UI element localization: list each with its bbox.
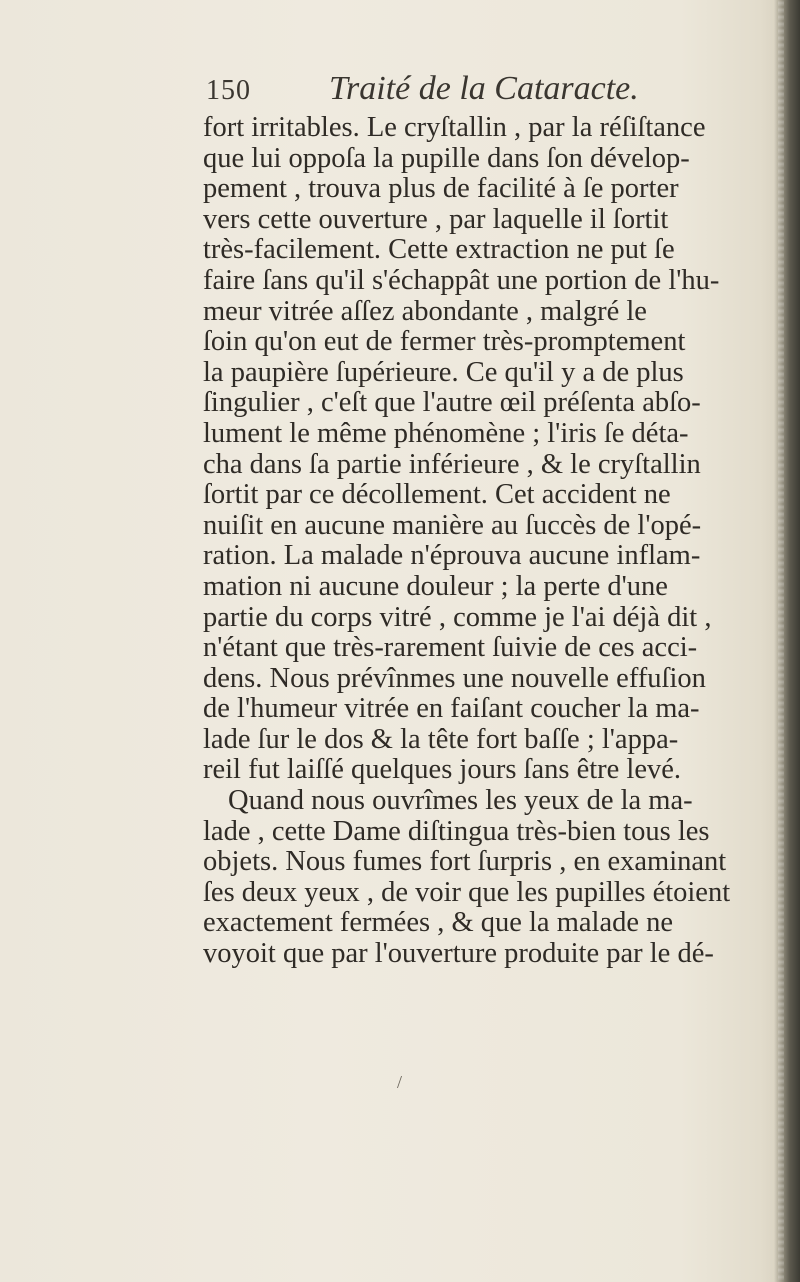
running-title: Traité de la Cataracte. [329,70,639,107]
text-line: nuiſit en aucune manière au ſuccès de l'opé- [203,509,702,541]
text-line: que lui oppoſa la pupille dans ſon dévelop- [203,142,690,174]
text-line: partie du corps vitré , comme je l'ai déjà dit , [203,601,712,633]
text-line: pement , trouva plus de facilité à ſe porter [203,173,679,205]
text-line: meur vitrée aſſez abondante , malgré le [203,295,647,327]
text-line: lument le même phénomène ; l'iris ſe déta- [203,417,689,449]
text-line: la paupière ſupérieure. Ce qu'il y a de plus [203,356,684,388]
page-number: 150 [206,75,251,106]
stray-mark: / [397,1072,403,1092]
text-line: dens. Nous prévînmes une nouvelle effuſion [203,662,706,694]
page-edge-shadow [774,0,800,1282]
text-line: très-facilement. Cette extraction ne put ſe [203,234,675,266]
text-line: n'étant que très-rarement ſuivie de ces acci- [203,632,698,664]
text-line: objets. Nous fumes fort ſurpris , en examinant [203,846,727,878]
text-line: ſortit par ce décollement. Cet accident ne [203,479,671,511]
text-line: vers cette ouverture , par laquelle il ſortit [203,203,669,235]
text-line: mation ni aucune douleur ; la perte d'une [203,570,668,602]
page-header [206,70,726,114]
text-line: lade ſur le dos & la tête fort baſſe ; l'appa- [203,723,679,755]
text-line: fort irritables. Le cryſtallin , par la réſiſtance [203,112,706,143]
text-line: lade , cette Dame diſtingua très-bien tous les [203,815,710,847]
text-line: ration. La malade n'éprouva aucune inflam- [203,540,701,572]
text-line: exactement fermées , & que la malade ne [203,907,674,939]
text-line: cha dans ſa partie inférieure , & le cryſtallin [203,448,701,480]
text-line: reil fut laiſſé quelques jours ſans être levé. [203,754,682,786]
text-line: Quand nous ouvrîmes les yeux de la ma- [228,785,693,817]
text-line: de l'humeur vitrée en faiſant coucher la ma- [203,693,700,725]
text-line: faire ſans qu'il s'échappât une portion de l'hu- [203,264,720,296]
text-line: voyoit que par l'ouverture produite par le dé- [203,938,714,970]
body-text [203,113,763,970]
text-line: ſoin qu'on eut de fermer très-promptement [203,326,686,358]
text-line: ſingulier , c'eſt que l'autre œil préſenta abſo- [203,387,701,419]
text-line: ſes deux yeux , de voir que les pupilles étoient [203,876,731,908]
